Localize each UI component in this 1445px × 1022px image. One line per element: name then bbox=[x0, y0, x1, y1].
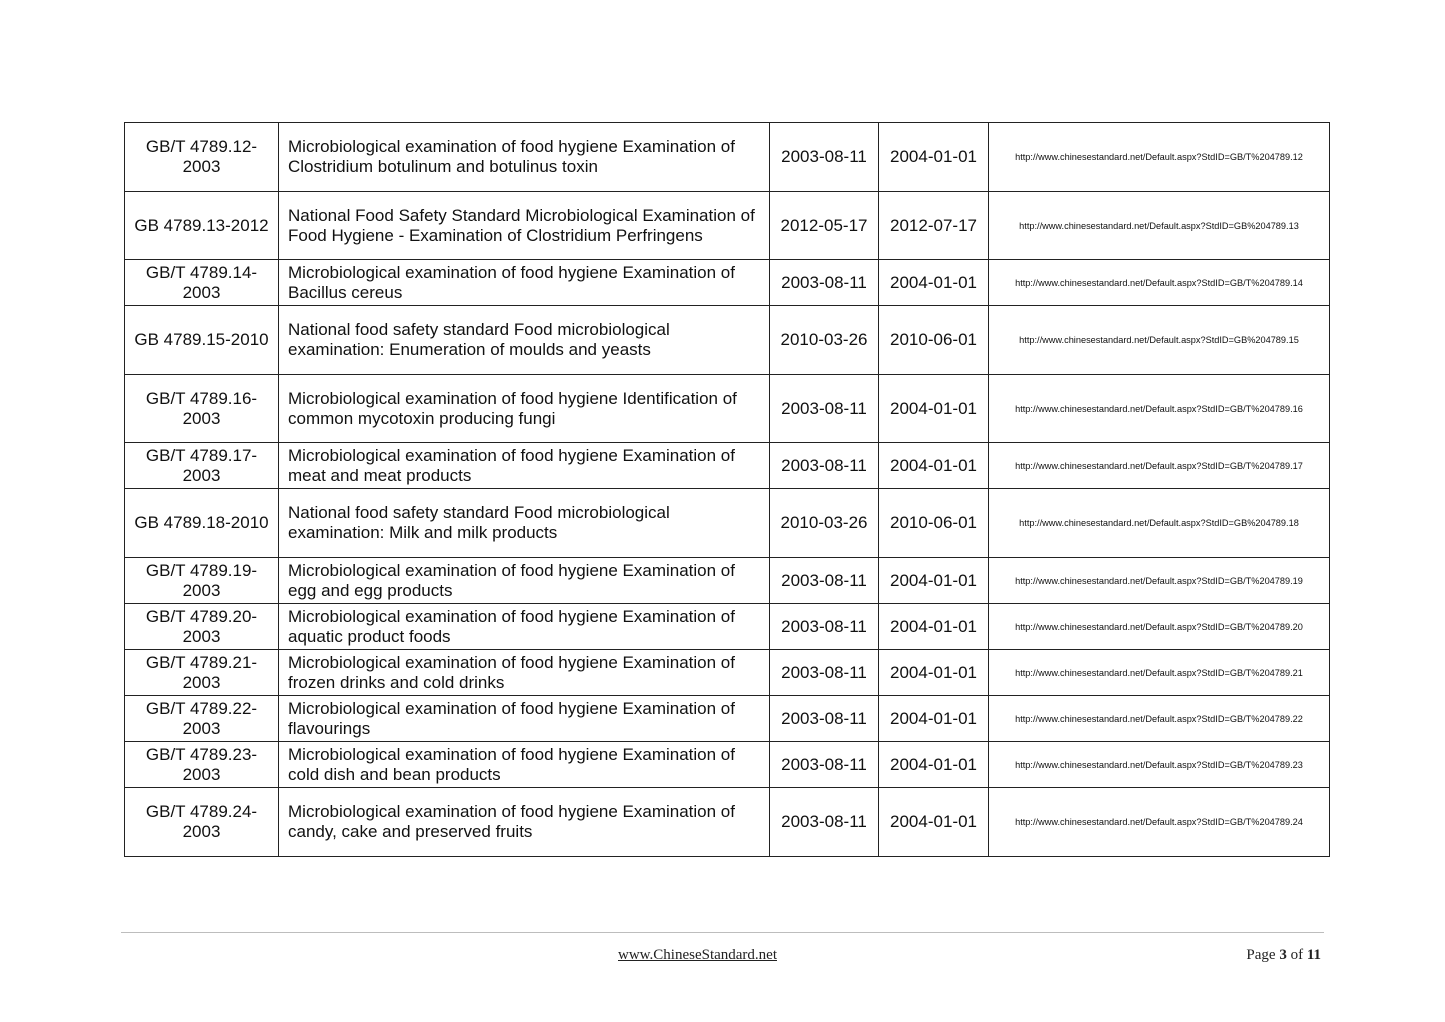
effective-date: 2004-01-01 bbox=[879, 443, 989, 489]
effective-date: 2004-01-01 bbox=[879, 788, 989, 857]
issue-date: 2010-03-26 bbox=[770, 306, 879, 375]
issue-date: 2012-05-17 bbox=[770, 192, 879, 260]
issue-date: 2003-08-11 bbox=[770, 375, 879, 443]
issue-date: 2003-08-11 bbox=[770, 443, 879, 489]
effective-date: 2010-06-01 bbox=[879, 306, 989, 375]
standard-name: Microbiological examination of food hygiene Examination of egg and egg products bbox=[279, 558, 770, 604]
table-row bbox=[125, 650, 1330, 696]
standard-code: GB 4789.15-2010 bbox=[125, 306, 279, 375]
standard-url[interactable]: http://www.chinesestandard.net/Default.aspx?StdID=GB%204789.15 bbox=[989, 306, 1330, 375]
standard-url[interactable]: http://www.chinesestandard.net/Default.aspx?StdID=GB/T%204789.19 bbox=[989, 558, 1330, 604]
standard-name: Microbiological examination of food hygiene Examination of candy, cake and preserved fruits bbox=[279, 788, 770, 857]
table-row bbox=[125, 443, 1330, 489]
effective-date: 2004-01-01 bbox=[879, 375, 989, 443]
table-row bbox=[125, 192, 1330, 260]
table-row bbox=[125, 489, 1330, 558]
effective-date: 2004-01-01 bbox=[879, 650, 989, 696]
effective-date: 2004-01-01 bbox=[879, 558, 989, 604]
table-row bbox=[125, 123, 1330, 192]
effective-date: 2004-01-01 bbox=[879, 604, 989, 650]
issue-date: 2003-08-11 bbox=[770, 742, 879, 788]
issue-date: 2003-08-11 bbox=[770, 558, 879, 604]
standard-name: National food safety standard Food microbiological examination: Enumeration of moulds and yeasts bbox=[279, 306, 770, 375]
page-of: of bbox=[1290, 947, 1304, 963]
standard-name: Microbiological examination of food hygiene Examination of flavourings bbox=[279, 696, 770, 742]
standard-code: GB/T 4789.21-2003 bbox=[125, 650, 279, 696]
issue-date: 2003-08-11 bbox=[770, 696, 879, 742]
effective-date: 2004-01-01 bbox=[879, 123, 989, 192]
page-current: 3 bbox=[1279, 947, 1287, 963]
standard-code: GB/T 4789.14-2003 bbox=[125, 260, 279, 306]
standard-url[interactable]: http://www.chinesestandard.net/Default.aspx?StdID=GB/T%204789.20 bbox=[989, 604, 1330, 650]
issue-date: 2003-08-11 bbox=[770, 123, 879, 192]
standard-url[interactable]: http://www.chinesestandard.net/Default.aspx?StdID=GB/T%204789.22 bbox=[989, 696, 1330, 742]
standard-url[interactable]: http://www.chinesestandard.net/Default.aspx?StdID=GB%204789.18 bbox=[989, 489, 1330, 558]
table-row bbox=[125, 696, 1330, 742]
standard-name: Microbiological examination of food hygiene Examination of frozen drinks and cold drinks bbox=[279, 650, 770, 696]
standard-code: GB/T 4789.22-2003 bbox=[125, 696, 279, 742]
standard-name: National food safety standard Food microbiological examination: Milk and milk products bbox=[279, 489, 770, 558]
standard-url[interactable]: http://www.chinesestandard.net/Default.aspx?StdID=GB%204789.13 bbox=[989, 192, 1330, 260]
standard-name: Microbiological examination of food hygiene Examination of Bacillus cereus bbox=[279, 260, 770, 306]
issue-date: 2003-08-11 bbox=[770, 604, 879, 650]
table-row bbox=[125, 742, 1330, 788]
standard-name: Microbiological examination of food hygiene Identification of common mycotoxin producing fungi bbox=[279, 375, 770, 443]
standard-code: GB 4789.18-2010 bbox=[125, 489, 279, 558]
table-row bbox=[125, 375, 1330, 443]
standard-url[interactable]: http://www.chinesestandard.net/Default.aspx?StdID=GB/T%204789.23 bbox=[989, 742, 1330, 788]
page-total: 11 bbox=[1306, 947, 1321, 963]
standard-url[interactable]: http://www.chinesestandard.net/Default.aspx?StdID=GB/T%204789.16 bbox=[989, 375, 1330, 443]
effective-date: 2004-01-01 bbox=[879, 742, 989, 788]
standard-code: GB/T 4789.16-2003 bbox=[125, 375, 279, 443]
standard-name: Microbiological examination of food hygiene Examination of cold dish and bean products bbox=[279, 742, 770, 788]
standard-url[interactable]: http://www.chinesestandard.net/Default.aspx?StdID=GB/T%204789.24 bbox=[989, 788, 1330, 857]
issue-date: 2003-08-11 bbox=[770, 650, 879, 696]
standard-name: National Food Safety Standard Microbiological Examination of Food Hygiene - Examination of Clostridium Perfringens bbox=[279, 192, 770, 260]
standard-code: GB/T 4789.23-2003 bbox=[125, 742, 279, 788]
effective-date: 2004-01-01 bbox=[879, 260, 989, 306]
issue-date: 2003-08-11 bbox=[770, 260, 879, 306]
effective-date: 2010-06-01 bbox=[879, 489, 989, 558]
table-row bbox=[125, 788, 1330, 857]
standard-code: GB 4789.13-2012 bbox=[125, 192, 279, 260]
issue-date: 2010-03-26 bbox=[770, 489, 879, 558]
standard-url[interactable]: http://www.chinesestandard.net/Default.aspx?StdID=GB/T%204789.17 bbox=[989, 443, 1330, 489]
standard-code: GB/T 4789.12-2003 bbox=[125, 123, 279, 192]
standard-name: Microbiological examination of food hygiene Examination of aquatic product foods bbox=[279, 604, 770, 650]
table-row bbox=[125, 558, 1330, 604]
standard-code: GB/T 4789.24-2003 bbox=[125, 788, 279, 857]
standard-url[interactable]: http://www.chinesestandard.net/Default.aspx?StdID=GB/T%204789.14 bbox=[989, 260, 1330, 306]
standard-name: Microbiological examination of food hygiene Examination of meat and meat products bbox=[279, 443, 770, 489]
footer-divider bbox=[121, 932, 1324, 933]
footer-site-text[interactable]: www.ChineseStandard.net bbox=[618, 947, 777, 963]
standard-url[interactable]: http://www.chinesestandard.net/Default.aspx?StdID=GB/T%204789.21 bbox=[989, 650, 1330, 696]
standard-code: GB/T 4789.19-2003 bbox=[125, 558, 279, 604]
issue-date: 2003-08-11 bbox=[770, 788, 879, 857]
effective-date: 2004-01-01 bbox=[879, 696, 989, 742]
standards-table bbox=[124, 122, 1330, 857]
page-prefix: Page bbox=[1246, 947, 1276, 963]
standard-url[interactable]: http://www.chinesestandard.net/Default.aspx?StdID=GB/T%204789.12 bbox=[989, 123, 1330, 192]
standard-name: Microbiological examination of food hygiene Examination of Clostridium botulinum and botulinus toxin bbox=[279, 123, 770, 192]
standard-code: GB/T 4789.17-2003 bbox=[125, 443, 279, 489]
table-row bbox=[125, 260, 1330, 306]
page-indicator bbox=[1246, 947, 1321, 964]
table-row bbox=[125, 306, 1330, 375]
footer-site-link[interactable] bbox=[0, 947, 1395, 964]
table-row bbox=[125, 604, 1330, 650]
effective-date: 2012-07-17 bbox=[879, 192, 989, 260]
standard-code: GB/T 4789.20-2003 bbox=[125, 604, 279, 650]
